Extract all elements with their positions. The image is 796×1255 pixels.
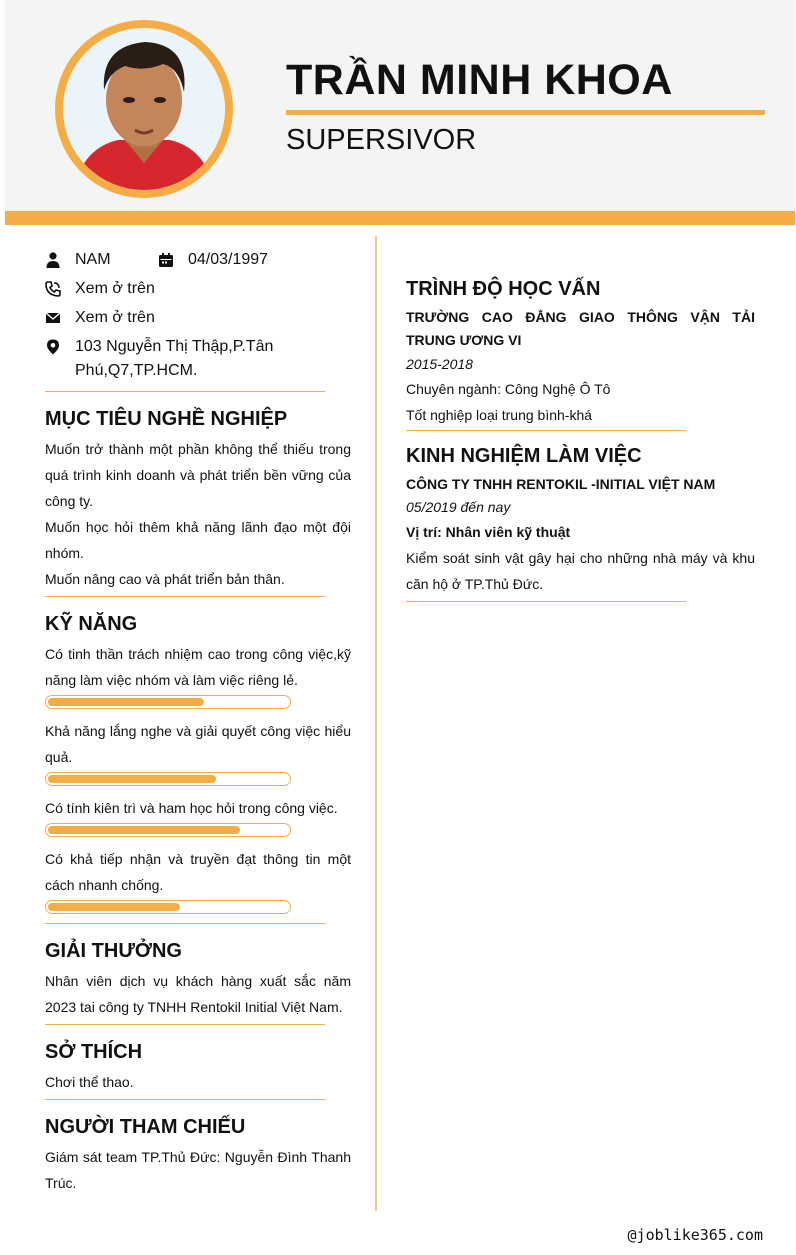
avatar-photo (63, 28, 225, 190)
skill-text: Có tinh thần trách nhiệm cao trong công việc,kỹ năng làm việc nhóm và làm việc riêng lẻ. (45, 646, 351, 688)
section-divider (45, 1099, 325, 1100)
info-row-email (45, 306, 351, 330)
address-value: 103 Nguyễn Thị Thập,P.Tân Phú,Q7,TP.HCM. (75, 338, 274, 379)
header-accent-bar (5, 211, 795, 225)
section-divider (45, 596, 325, 597)
location-pin-icon (45, 335, 75, 359)
experience-period: 05/2019 đến nay (406, 499, 511, 515)
skill-level-bar (45, 772, 291, 786)
right-column (406, 276, 755, 616)
experience-company: CÔNG TY TNHH RENTOKIL -INITIAL VIỆT NAM (406, 476, 716, 492)
education-result: Tốt nghiệp loại trung bình-khá (406, 407, 593, 423)
education-title: TRÌNH ĐỘ HỌC VẤN (406, 278, 601, 300)
skill-level-fill (48, 775, 216, 783)
references-text: Giám sát team TP.Thủ Đức: Nguyễn Đình Thanh Trúc. (45, 1149, 351, 1191)
objective-title: MỤC TIÊU NGHỀ NGHIỆP (45, 408, 288, 430)
skill-level-bar (45, 823, 291, 837)
skill-item (45, 718, 351, 786)
skill-level-fill (48, 698, 204, 706)
phone-value: Xem ở trên (75, 280, 155, 297)
info-row-address (45, 335, 351, 383)
portrait-image (63, 28, 225, 190)
hobbies-text: Chơi thể thao. (45, 1074, 134, 1090)
skill-level-fill (48, 903, 180, 911)
education-period: 2015-2018 (406, 356, 473, 372)
gender-value: NAM (75, 251, 111, 268)
objective-line: Muốn trở thành một phần không thể thiếu trong quá trình kinh doanh và phát triển bền vững của công ty. (45, 441, 351, 509)
education-major: Chuyên ngành: Công Nghệ Ô Tô (406, 381, 611, 397)
section-divider (45, 923, 325, 924)
awards-title: GIẢI THƯỞNG (45, 940, 182, 962)
candidate-role: SUPERSIVOR (286, 124, 477, 156)
skill-level-fill (48, 826, 240, 834)
phone-icon (45, 277, 75, 301)
awards-text: Nhân viên dịch vụ khách hàng xuất sắc năm 2023 tai công ty TNHH Rentokil Initial Việt Nam. (45, 973, 351, 1015)
section-divider (45, 1024, 325, 1025)
references-title: NGƯỜI THAM CHIẾU (45, 1116, 246, 1138)
skills-title: KỸ NĂNG (45, 613, 138, 635)
skill-item (45, 795, 351, 837)
objective-line: Muốn học hỏi thêm khả năng lãnh đạo một đội nhóm. (45, 519, 351, 561)
candidate-name: TRẦN MINH KHOA (286, 56, 673, 104)
skill-text: Khả năng lắng nghe và giải quyết công việc hiểu quả. (45, 723, 351, 765)
skill-item (45, 846, 351, 914)
info-row-phone (45, 277, 351, 301)
info-row-gender-birthdate (45, 248, 351, 277)
skill-text: Có khả tiếp nhận và truyền đạt thông tin một cách nhanh chống. (45, 851, 351, 893)
skill-item (45, 641, 351, 709)
section-divider (406, 430, 686, 431)
left-column (45, 248, 351, 1196)
skill-level-bar (45, 695, 291, 709)
birthdate-value: 04/03/1997 (188, 251, 269, 268)
section-divider (406, 601, 686, 602)
skill-text: Có tính kiên trì và ham học hỏi trong công việc. (45, 800, 338, 816)
education-school: TRƯỜNG CAO ĐẲNG GIAO THÔNG VẬN TẢI TRUNG ƯƠNG VI (406, 309, 755, 348)
experience-title: KINH NGHIỆM LÀM VIỆC (406, 445, 642, 467)
experience-description: Kiểm soát sinh vật gây hại cho những nhà máy và khu căn hộ ở TP.Thủ Đức. (406, 550, 755, 592)
experience-position: Vị trí: Nhân viên kỹ thuật (406, 524, 571, 540)
envelope-icon (45, 306, 75, 330)
section-divider (45, 391, 325, 392)
user-icon (45, 248, 75, 272)
column-divider (375, 236, 377, 1211)
email-value: Xem ở trên (75, 309, 155, 326)
objective-line: Muốn nâng cao và phát triển bản thân. (45, 571, 285, 587)
hobbies-title: SỞ THÍCH (45, 1041, 143, 1063)
skill-level-bar (45, 900, 291, 914)
avatar (55, 20, 233, 198)
name-underline (286, 110, 765, 115)
watermark: @joblike365.com (627, 1226, 763, 1244)
calendar-icon (158, 248, 188, 272)
